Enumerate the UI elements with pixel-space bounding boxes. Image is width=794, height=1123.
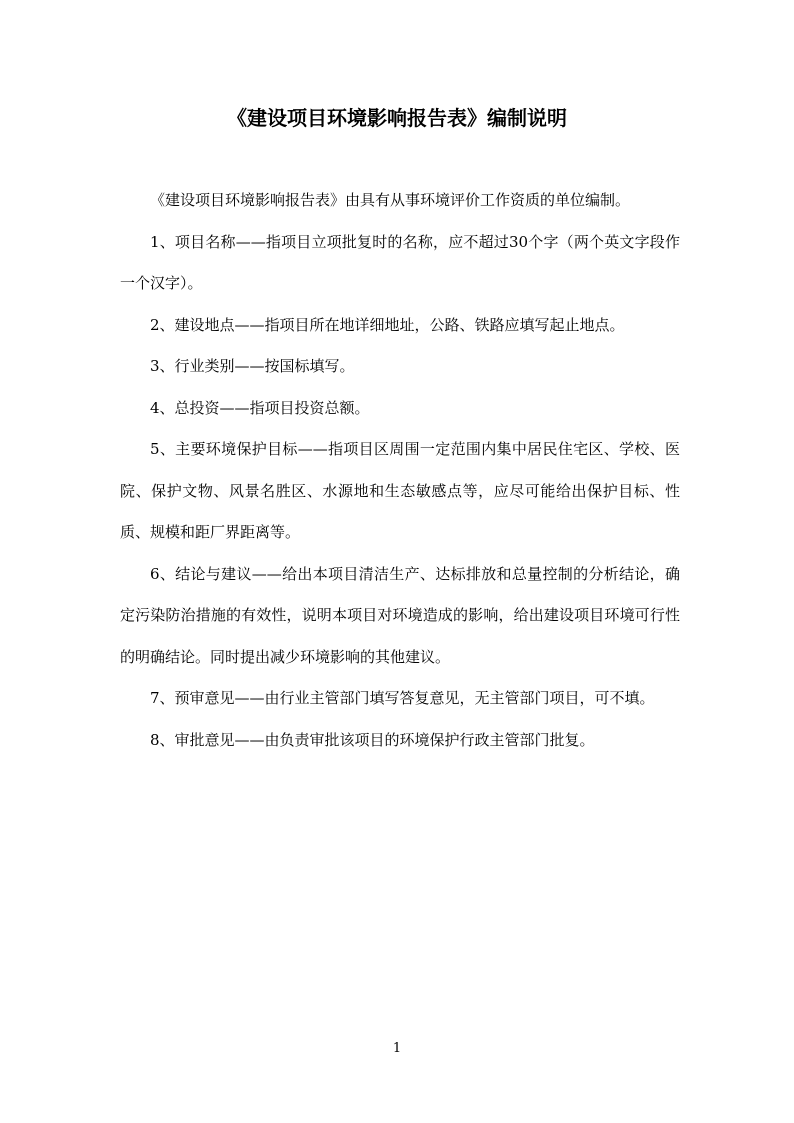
- page-number: 1: [392, 1041, 402, 1056]
- paragraph-item-2: 2、建设地点——指项目所在地详细地址，公路、铁路应填写起止地点。: [150, 315, 625, 334]
- paragraph-item-3: 3、行业类别——按国标填写。: [150, 357, 355, 375]
- paragraph-item-1: 1、项目名称——指项目立项批复时的名称，应不超过30个字（两个英文字段作一个汉字）。: [120, 232, 680, 292]
- document-body: [120, 180, 680, 761]
- paragraph-item-7: 7、预审意见——由行业主管部门填写答复意见，无主管部门项目，可不填。: [150, 689, 655, 707]
- paragraph-intro: 《建设项目环境影响报告表》由具有从事环境评价工作资质的单位编制。: [150, 191, 631, 209]
- paragraph-item-8: 8、审批意见——由负责审批该项目的环境保护行政主管部门批复。: [150, 730, 595, 749]
- paragraph-item-4: 4、总投资——指项目投资总额。: [150, 398, 370, 417]
- paragraph-item-5: 5、主要环境保护目标——指项目区周围一定范围内集中居民住宅区、学校、医院、保护文物、风景名胜区、水源地和生态敏感点等，应尽可能给出保护目标、性质、规模和距厂界距离等。: [120, 440, 680, 541]
- paragraph-item-6: 6、结论与建议——给出本项目清洁生产、达标排放和总量控制的分析结论，确定污染防治措施的有效性，说明本项目对环境造成的影响，给出建设项目环境可行性的明确结论。同时提出减少环境影响的其他建议。: [120, 564, 680, 666]
- document-title: 《建设项目环境影响报告表》编制说明: [227, 106, 567, 130]
